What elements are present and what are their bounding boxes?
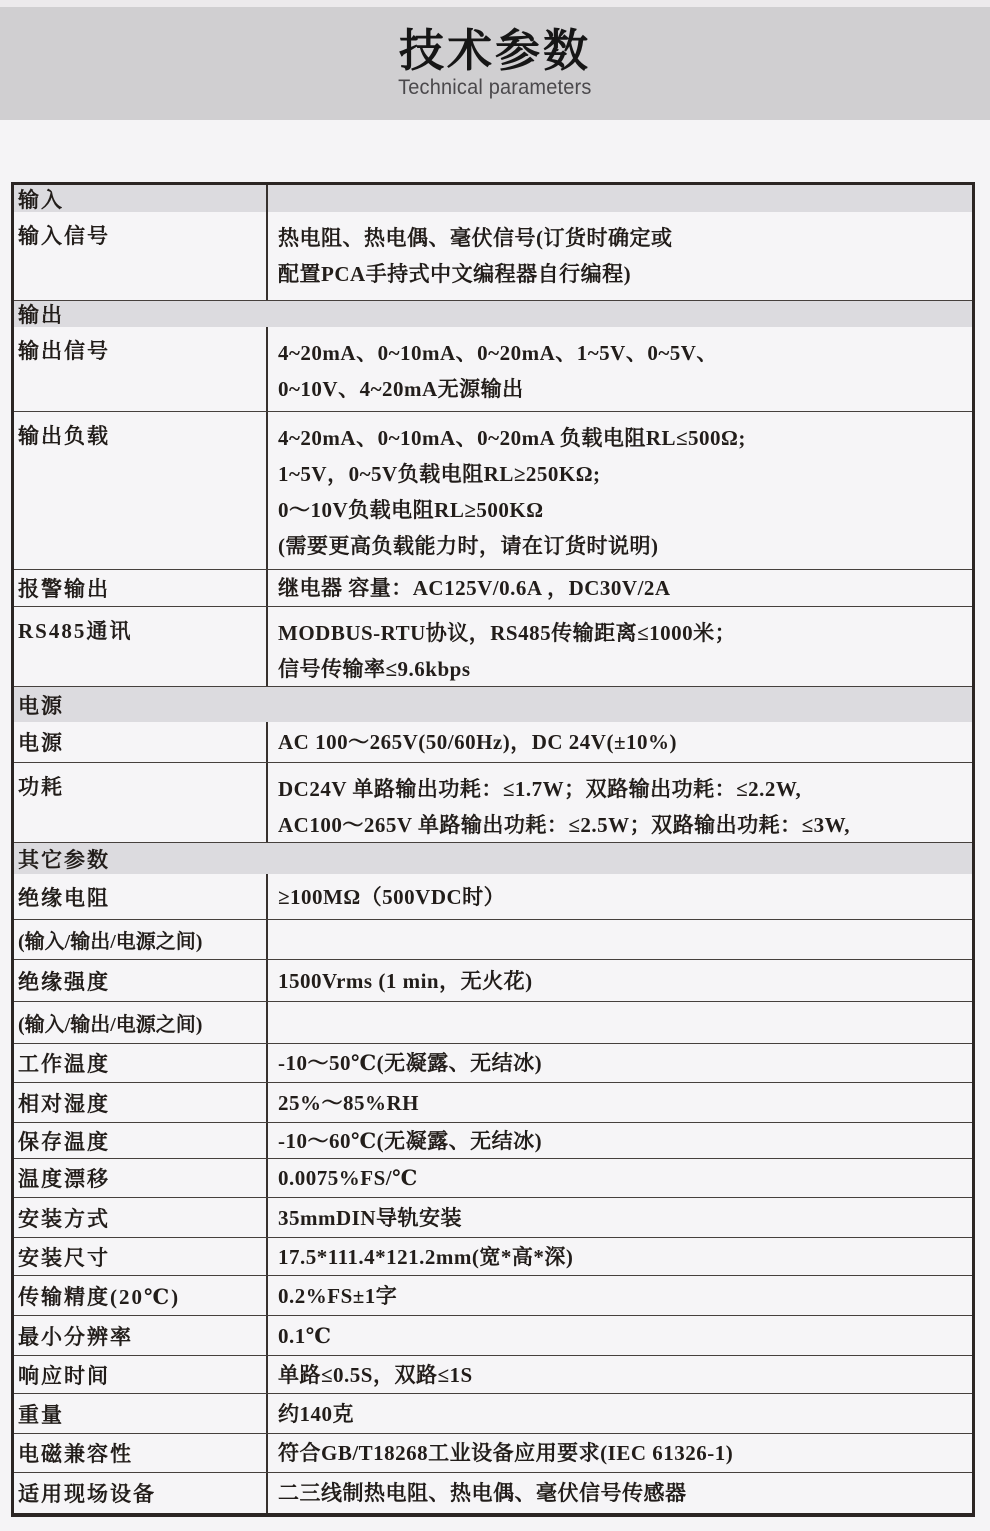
param-label-cell (14, 1083, 268, 1122)
param-label-cell (14, 1434, 268, 1472)
param-value-line: 4~20mA、0~10mA、0~20mA、1~5V、0~5V、 (278, 341, 718, 365)
param-value-line: 信号传输率≤9.6kbps (278, 657, 471, 681)
section-label: 输出 (18, 303, 64, 327)
table-row (14, 1043, 972, 1082)
section-label: 输入 (18, 187, 64, 212)
param-value-line: -10～50℃(无凝露、无结冰) (278, 1051, 543, 1075)
param-value-cell (268, 1238, 972, 1275)
table-row (14, 1355, 972, 1393)
param-value-line: 热电阻、热电偶、毫伏信号(订货时确定或 (278, 226, 673, 250)
section-label: 电源 (18, 693, 64, 718)
param-value-cell (268, 1316, 972, 1355)
table-row (14, 1275, 972, 1315)
table-section-row-output (14, 300, 972, 327)
param-value-line: 1~5V，0~5V负载电阻RL≥250KΩ; (278, 462, 601, 486)
param-value-line: 35mmDIN导轨安装 (278, 1205, 462, 1230)
page-title: 技术参数 (398, 24, 591, 76)
table-row (14, 1197, 972, 1237)
param-value-cell (268, 920, 972, 959)
param-value-cell (268, 607, 972, 686)
param-label: 重量 (18, 1402, 64, 1427)
param-value-cell (268, 212, 972, 300)
param-value-line: 0.1℃ (278, 1323, 332, 1348)
section-label-cell (14, 185, 268, 212)
table-row (14, 874, 972, 919)
table-row (14, 1001, 972, 1043)
param-label: (输入/输出/电源之间) (18, 931, 203, 953)
table-row (14, 1082, 972, 1122)
param-label-cell (14, 1198, 268, 1237)
param-label: 工作温度 (18, 1052, 110, 1076)
param-value-line: AC 100～265V(50/60Hz)，DC 24V(±10%) (278, 730, 677, 754)
param-label-cell (14, 327, 268, 411)
param-value-line: 单路≤0.5S，双路≤1S (278, 1362, 473, 1387)
param-label-cell (14, 874, 268, 919)
table-row (14, 1122, 972, 1158)
param-value-line: 符合GB/T18268工业设备应用要求(IEC 61326-1) (278, 1441, 734, 1465)
param-value-line: 二三线制热电阻、热电偶、毫伏信号传感器 (278, 1481, 687, 1505)
page-header (0, 7, 990, 120)
param-label: RS485通讯 (18, 619, 133, 643)
param-label-cell (14, 1316, 268, 1355)
table-row (14, 606, 972, 686)
param-value-cell (268, 763, 972, 842)
param-value-cell (268, 412, 972, 569)
param-label: 安装尺寸 (18, 1245, 110, 1270)
param-label-cell (14, 1044, 268, 1082)
table-row (14, 959, 972, 1001)
table-row (14, 212, 972, 300)
param-label: 绝缘电阻 (18, 885, 110, 910)
param-label: 最小分辨率 (18, 1324, 133, 1349)
param-label-cell (14, 1473, 268, 1513)
param-value-cell (268, 1434, 972, 1472)
param-value-line: 17.5*111.4*121.2mm(宽*高*深) (278, 1244, 574, 1269)
param-label-cell (14, 960, 268, 1001)
param-label-cell (14, 1002, 268, 1043)
param-value-cell (268, 1083, 972, 1122)
param-label: 绝缘强度 (18, 969, 110, 994)
param-value-cell (268, 960, 972, 1001)
table-row (14, 411, 972, 569)
param-value-cell (268, 1473, 972, 1513)
param-value-line: 0.2%FS±1字 (278, 1283, 398, 1308)
param-value-cell (268, 1002, 972, 1043)
param-label-cell (14, 763, 268, 842)
table-section-row-input (14, 185, 972, 212)
param-label-cell (14, 722, 268, 762)
param-value-line: 0～10V负载电阻RL≥500KΩ (278, 498, 544, 522)
param-value-line: 4~20mA、0~10mA、0~20mA 负载电阻RL≤500Ω; (278, 426, 746, 450)
param-value-cell (268, 1044, 972, 1082)
table-row (14, 722, 972, 762)
param-label-cell (14, 1159, 268, 1197)
param-value-cell (268, 1198, 972, 1237)
table-row (14, 1158, 972, 1197)
table-row (14, 1237, 972, 1275)
table-section-row-other (14, 842, 972, 874)
param-label: 报警输出 (18, 577, 110, 601)
param-label: 保存温度 (18, 1129, 110, 1154)
param-value-cell (268, 874, 972, 919)
param-label: 电磁兼容性 (18, 1442, 133, 1466)
param-value-line: 0.0075%FS/℃ (278, 1166, 418, 1190)
table-row (14, 1433, 972, 1472)
param-value-cell (268, 327, 972, 411)
section-empty-cell (268, 185, 972, 212)
param-value-cell (268, 1276, 972, 1315)
param-value-line: DC24V 单路输出功耗：≤1.7W；双路输出功耗：≤2.2W, (278, 777, 802, 801)
table-row (14, 762, 972, 842)
param-value-line: 1500Vrms (1 min，无火花) (278, 968, 533, 993)
param-label: 相对湿度 (18, 1091, 110, 1116)
param-value-cell (268, 1123, 972, 1158)
table-row (14, 569, 972, 606)
param-value-line: 继电器 容量：AC125V/0.6A ，DC30V/2A (278, 576, 671, 600)
param-value-line: 25%～85%RH (278, 1090, 419, 1115)
table-row (14, 1315, 972, 1355)
param-value-cell (268, 1159, 972, 1197)
param-label-cell (14, 212, 268, 300)
param-label: 输出信号 (18, 339, 110, 363)
param-label-cell (14, 1238, 268, 1275)
param-value-cell (268, 722, 972, 762)
table-row (14, 919, 972, 959)
param-label: 输出负载 (18, 424, 110, 448)
param-label: 温度漂移 (18, 1167, 110, 1191)
param-label: 功耗 (18, 775, 64, 799)
param-label-cell (14, 920, 268, 959)
table-row (14, 1472, 972, 1513)
param-value-line: (需要更高负载能力时，请在订货时说明) (278, 534, 659, 558)
param-label: 安装方式 (18, 1206, 110, 1231)
param-label: 输入信号 (18, 224, 110, 248)
param-value-cell (268, 570, 972, 606)
param-label-cell (14, 412, 268, 569)
param-value-line: ≥100MΩ（500VDC时） (278, 884, 506, 909)
param-value-cell (268, 1356, 972, 1393)
param-label-cell (14, 570, 268, 606)
param-value-line: 约140克 (278, 1401, 354, 1426)
param-label: 适用现场设备 (18, 1482, 156, 1506)
spec-table (11, 182, 975, 1517)
param-label-cell (14, 1123, 268, 1158)
param-value-line: 配置PCA手持式中文编程器自行编程) (278, 262, 632, 286)
param-value-line: AC100～265V 单路输出功耗：≤2.5W；双路输出功耗：≤3W, (278, 813, 850, 837)
top-strip (0, 0, 990, 7)
param-label-cell (14, 1276, 268, 1315)
param-value-line: 0~10V、4~20mA无源输出 (278, 377, 524, 401)
table-row (14, 1393, 972, 1433)
param-label: 响应时间 (18, 1363, 110, 1388)
section-label: 其它参数 (18, 847, 110, 872)
param-label-cell (14, 607, 268, 686)
param-label: (输入/输出/电源之间) (18, 1014, 203, 1036)
param-value-line: MODBUS-RTU协议，RS485传输距离≤1000米； (278, 621, 737, 645)
param-value-line: -10～60℃(无凝露、无结冰) (278, 1128, 543, 1153)
param-value-cell (268, 1394, 972, 1433)
param-label: 电源 (18, 731, 64, 755)
page-subtitle: Technical parameters (398, 76, 592, 100)
param-label-cell (14, 1356, 268, 1393)
table-section-row-power (14, 686, 972, 722)
table-row (14, 327, 972, 411)
param-label: 传输精度(20℃) (18, 1284, 181, 1309)
param-label-cell (14, 1394, 268, 1433)
